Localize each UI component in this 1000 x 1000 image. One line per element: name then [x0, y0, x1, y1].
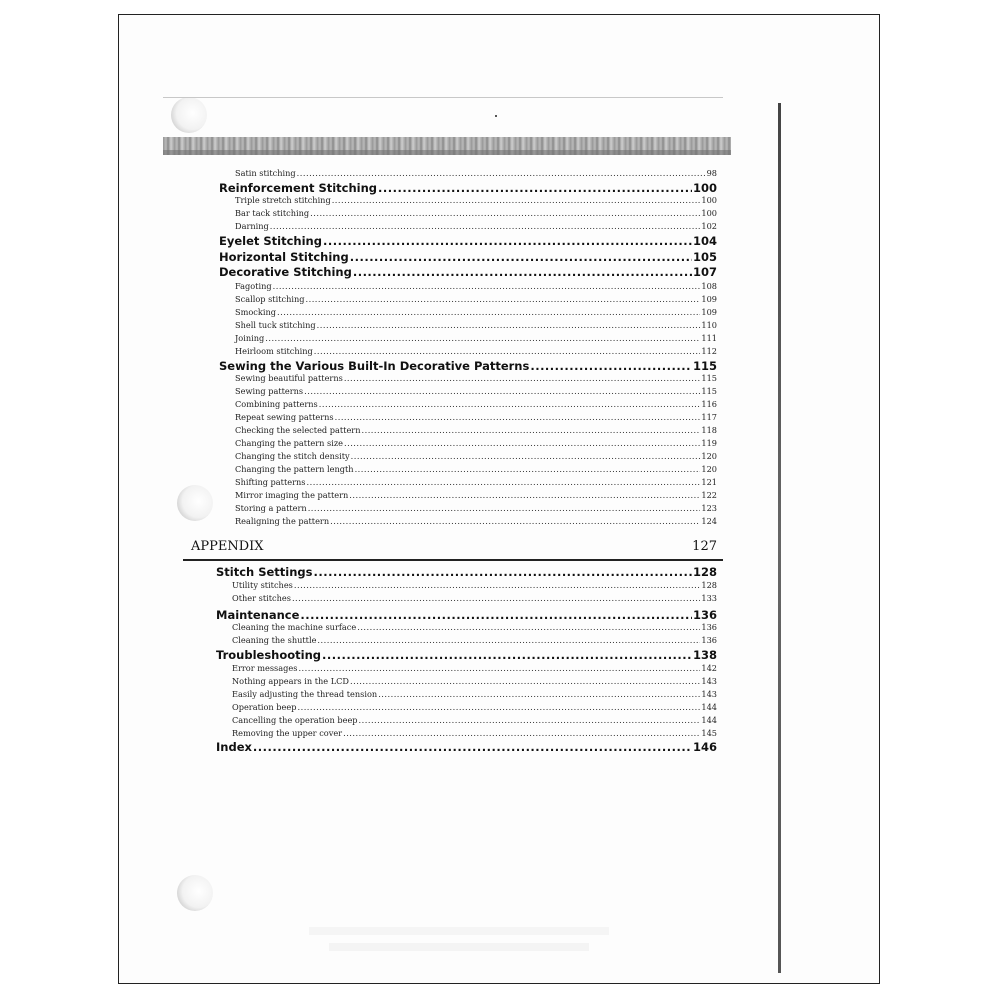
- toc-entry-label: Combining patterns: [235, 399, 318, 409]
- toc-entry-page: 136: [701, 622, 717, 632]
- toc-entry-label: Shell tuck stitching: [235, 320, 316, 330]
- toc-entry-label: Cancelling the operation beep: [232, 715, 358, 725]
- toc-entry-label: Sewing the Various Built-In Decorative Patterns: [219, 359, 530, 373]
- toc-entry-label: Bar tack stitching: [235, 208, 310, 218]
- toc-entry-label: Nothing appears in the LCD: [232, 676, 349, 686]
- dot-leader: [319, 399, 701, 409]
- toc-section-entry: [219, 359, 717, 373]
- dot-leader: [330, 516, 700, 526]
- table-of-contents: [119, 15, 880, 984]
- toc-entry-label: Satin stitching: [235, 168, 296, 178]
- dot-leader: [297, 168, 706, 178]
- toc-subsection-entry: [232, 728, 717, 738]
- dot-leader: [362, 425, 701, 435]
- toc-entry-label: Checking the selected pattern: [235, 425, 361, 435]
- toc-entry-label: Changing the stitch density: [235, 451, 350, 461]
- toc-entry-page: 142: [701, 663, 717, 673]
- toc-subsection-entry: [235, 438, 717, 448]
- appendix-rule: [183, 559, 723, 561]
- toc-subsection-entry: [235, 168, 717, 178]
- toc-entry-page: 122: [701, 490, 717, 500]
- toc-entry-page: 143: [701, 676, 717, 686]
- toc-section-entry: [216, 565, 717, 579]
- toc-entry-page: 120: [701, 451, 717, 461]
- toc-entry-label: Easily adjusting the thread tension: [232, 689, 378, 699]
- toc-subsection-entry: [235, 490, 717, 500]
- toc-entry-label: Decorative Stitching: [219, 265, 352, 279]
- toc-entry-label: Removing the upper cover: [232, 728, 343, 738]
- toc-subsection-entry: [232, 622, 717, 632]
- toc-section-entry: [216, 740, 717, 754]
- dot-leader: [297, 702, 700, 712]
- toc-subsection-entry: [235, 320, 717, 330]
- toc-entry-page: 98: [706, 168, 717, 178]
- toc-entry-label: Fagoting: [235, 281, 272, 291]
- toc-subsection-entry: [235, 294, 717, 304]
- dot-leader: [300, 608, 692, 622]
- toc-entry-label: Joining: [235, 333, 265, 343]
- toc-subsection-entry: [235, 477, 717, 487]
- dot-leader: [355, 464, 701, 474]
- dot-leader: [350, 250, 692, 264]
- toc-section-entry: [216, 608, 717, 622]
- toc-entry-label: Stitch Settings: [216, 565, 313, 579]
- toc-subsection-entry: [232, 702, 717, 712]
- toc-entry-label: Sewing patterns: [235, 386, 304, 396]
- toc-entry-label: Horizontal Stitching: [219, 250, 349, 264]
- toc-entry-page: 116: [701, 399, 717, 409]
- toc-entry-page: 128: [701, 580, 717, 590]
- dot-leader: [317, 635, 700, 645]
- toc-entry-label: Changing the pattern size: [235, 438, 343, 448]
- toc-entry-label: Changing the pattern length: [235, 464, 354, 474]
- toc-entry-label: Smocking: [235, 307, 276, 317]
- toc-entry-label: Mirror imaging the pattern: [235, 490, 349, 500]
- dot-leader: [305, 294, 700, 304]
- dot-leader: [343, 728, 700, 738]
- dot-leader: [298, 663, 700, 673]
- toc-subsection-entry: [235, 386, 717, 396]
- toc-subsection-entry: [235, 281, 717, 291]
- dot-leader: [308, 503, 701, 513]
- dot-leader: [322, 648, 692, 662]
- toc-entry-page: 121: [701, 477, 717, 487]
- toc-subsection-entry: [235, 412, 717, 422]
- toc-entry-page: 124: [701, 516, 717, 526]
- dot-leader: [332, 195, 701, 205]
- toc-entry-label: Cleaning the shuttle: [232, 635, 317, 645]
- dot-leader: [317, 320, 701, 330]
- dot-leader: [277, 307, 700, 317]
- toc-section-entry: [216, 648, 717, 662]
- bleed-through: [329, 943, 589, 951]
- toc-entry-label: Troubleshooting: [216, 648, 322, 662]
- toc-entry-page: 107: [692, 265, 717, 279]
- toc-section-entry: [219, 250, 717, 264]
- dot-leader: [310, 208, 700, 218]
- dot-leader: [349, 490, 700, 500]
- toc-entry-page: 133: [701, 593, 717, 603]
- toc-entry-page: 110: [701, 320, 717, 330]
- toc-entry-label: Index: [216, 740, 252, 754]
- toc-entry-label: Realigning the pattern: [235, 516, 330, 526]
- toc-subsection-entry: [235, 346, 717, 356]
- dot-leader: [314, 346, 701, 356]
- dot-leader: [273, 281, 701, 291]
- toc-entry-page: 112: [701, 346, 717, 356]
- toc-subsection-entry: [235, 333, 717, 343]
- toc-entry-page: 143: [701, 689, 717, 699]
- toc-entry-page: 109: [701, 307, 717, 317]
- toc-entry-label: Utility stitches: [232, 580, 293, 590]
- toc-entry-label: Shifting patterns: [235, 477, 306, 487]
- toc-subsection-entry: [235, 399, 717, 409]
- toc-subsection-entry: [235, 195, 717, 205]
- toc-entry-page: 144: [701, 715, 717, 725]
- toc-entry-label: Triple stretch stitching: [235, 195, 331, 205]
- toc-entry-page: 100: [701, 208, 717, 218]
- dot-leader: [292, 593, 700, 603]
- toc-entry-label: Operation beep: [232, 702, 297, 712]
- toc-entry-label: Darning: [235, 221, 269, 231]
- toc-entry-page: 123: [701, 503, 717, 513]
- dot-leader: [335, 412, 701, 422]
- toc-subsection-entry: [235, 425, 717, 435]
- dot-leader: [344, 438, 700, 448]
- toc-subsection-entry: [235, 307, 717, 317]
- toc-entry-label: Scallop stitching: [235, 294, 305, 304]
- toc-entry-label: Reinforcement Stitching: [219, 181, 378, 195]
- dot-leader: [351, 451, 701, 461]
- toc-entry-page: 146: [692, 740, 717, 754]
- dot-leader: [253, 740, 692, 754]
- scanned-page: [118, 14, 880, 984]
- dot-leader: [378, 689, 700, 699]
- toc-entry-page: 120: [701, 464, 717, 474]
- toc-entry-page: 108: [701, 281, 717, 291]
- dot-leader: [378, 181, 692, 195]
- toc-entry-page: 138: [692, 648, 717, 662]
- dot-leader: [265, 333, 700, 343]
- toc-subsection-entry: [232, 689, 717, 699]
- dot-leader: [353, 265, 692, 279]
- toc-subsection-entry: [232, 676, 717, 686]
- appendix-heading: [191, 539, 717, 554]
- toc-subsection-entry: [232, 663, 717, 673]
- dot-leader: [307, 477, 701, 487]
- toc-entry-page: 104: [692, 234, 717, 248]
- toc-entry-label: Error messages: [232, 663, 298, 673]
- toc-entry-page: 102: [701, 221, 717, 231]
- dot-leader: [359, 715, 701, 725]
- toc-entry-page: 136: [701, 635, 717, 645]
- toc-subsection-entry: [235, 373, 717, 383]
- toc-entry-page: 145: [701, 728, 717, 738]
- toc-section-entry: [219, 181, 717, 195]
- toc-entry-page: 128: [692, 565, 717, 579]
- toc-subsection-entry: [235, 503, 717, 513]
- toc-section-entry: [219, 265, 717, 279]
- dot-leader: [314, 565, 692, 579]
- dot-leader: [530, 359, 692, 373]
- toc-entry-page: 100: [701, 195, 717, 205]
- toc-entry-label: Storing a pattern: [235, 503, 307, 513]
- toc-subsection-entry: [232, 715, 717, 725]
- toc-entry-page: 144: [701, 702, 717, 712]
- toc-entry-page: 111: [701, 333, 717, 343]
- toc-entry-page: 118: [701, 425, 717, 435]
- toc-entry-label: Repeat sewing patterns: [235, 412, 334, 422]
- toc-entry-page: 109: [701, 294, 717, 304]
- toc-subsection-entry: [235, 516, 717, 526]
- toc-entry-page: 115: [701, 386, 717, 396]
- toc-entry-page: 117: [701, 412, 717, 422]
- dot-leader: [357, 622, 700, 632]
- toc-subsection-entry: [235, 451, 717, 461]
- toc-entry-page: 119: [701, 438, 717, 448]
- dot-leader: [294, 580, 700, 590]
- toc-entry-label: Eyelet Stitching: [219, 234, 322, 248]
- toc-entry-label: Maintenance: [216, 608, 300, 622]
- toc-entry-page: 115: [692, 359, 717, 373]
- toc-subsection-entry: [235, 221, 717, 231]
- toc-entry-page: 105: [692, 250, 717, 264]
- toc-subsection-entry: [232, 593, 717, 603]
- dot-leader: [323, 234, 692, 248]
- appendix-page: 127: [692, 539, 717, 554]
- toc-subsection-entry: [235, 208, 717, 218]
- toc-entry-page: 100: [692, 181, 717, 195]
- toc-entry-label: Other stitches: [232, 593, 291, 603]
- toc-entry-page: 136: [692, 608, 717, 622]
- toc-section-entry: [219, 234, 717, 248]
- dot-leader: [270, 221, 701, 231]
- toc-subsection-entry: [235, 464, 717, 474]
- dot-leader: [350, 676, 700, 686]
- toc-entry-page: 115: [701, 373, 717, 383]
- toc-subsection-entry: [232, 635, 717, 645]
- toc-subsection-entry: [232, 580, 717, 590]
- toc-entry-label: Cleaning the machine surface: [232, 622, 357, 632]
- toc-entry-label: Heirloom stitching: [235, 346, 313, 356]
- appendix-title: APPENDIX: [191, 539, 264, 554]
- toc-entry-label: Sewing beautiful patterns: [235, 373, 343, 383]
- bleed-through: [309, 927, 609, 935]
- dot-leader: [304, 386, 700, 396]
- dot-leader: [344, 373, 701, 383]
